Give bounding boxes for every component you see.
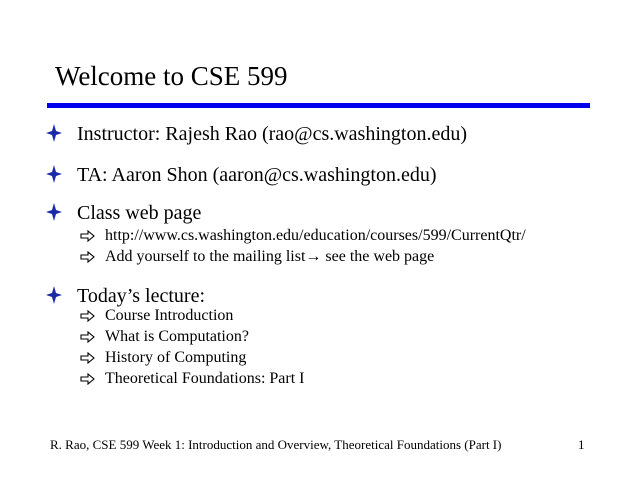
hollow-arrow-icon xyxy=(80,331,96,343)
hollow-arrow-icon xyxy=(80,251,96,263)
page-number: 1 xyxy=(578,437,585,452)
title-rule xyxy=(47,103,590,108)
hollow-arrow-icon xyxy=(80,352,96,364)
four-point-star-icon xyxy=(46,203,62,221)
sub-item-text: Add yourself to the mailing list→ see the web page xyxy=(105,248,435,265)
hollow-arrow-icon xyxy=(80,230,96,242)
hollow-arrow-icon xyxy=(80,373,96,385)
four-point-star-icon xyxy=(46,286,62,304)
sub-item-text: Theoretical Foundations: Part I xyxy=(105,370,305,387)
bullet-text: TA: Aaron Shon (aaron@cs.washington.edu) xyxy=(77,164,437,186)
sub-item-text: http://www.cs.washington.edu/education/courses/599/CurrentQtr/ xyxy=(105,227,526,244)
bullet-text: Today’s lecture: xyxy=(77,285,205,307)
sub-item-text: Course Introduction xyxy=(105,307,234,324)
four-point-star-icon xyxy=(46,165,62,183)
sub-item-text: History of Computing xyxy=(105,349,247,366)
bullet-text: Instructor: Rajesh Rao (rao@cs.washington.edu) xyxy=(77,123,467,145)
sub-item-text: What is Computation? xyxy=(105,328,249,345)
slide-footer: R. Rao, CSE 599 Week 1: Introduction and Overview, Theoretical Foundations (Part I) xyxy=(50,437,502,452)
hollow-arrow-icon xyxy=(80,310,96,322)
four-point-star-icon xyxy=(46,124,62,142)
bullet-text: Class web page xyxy=(77,202,202,224)
slide-title: Welcome to CSE 599 xyxy=(55,61,288,91)
